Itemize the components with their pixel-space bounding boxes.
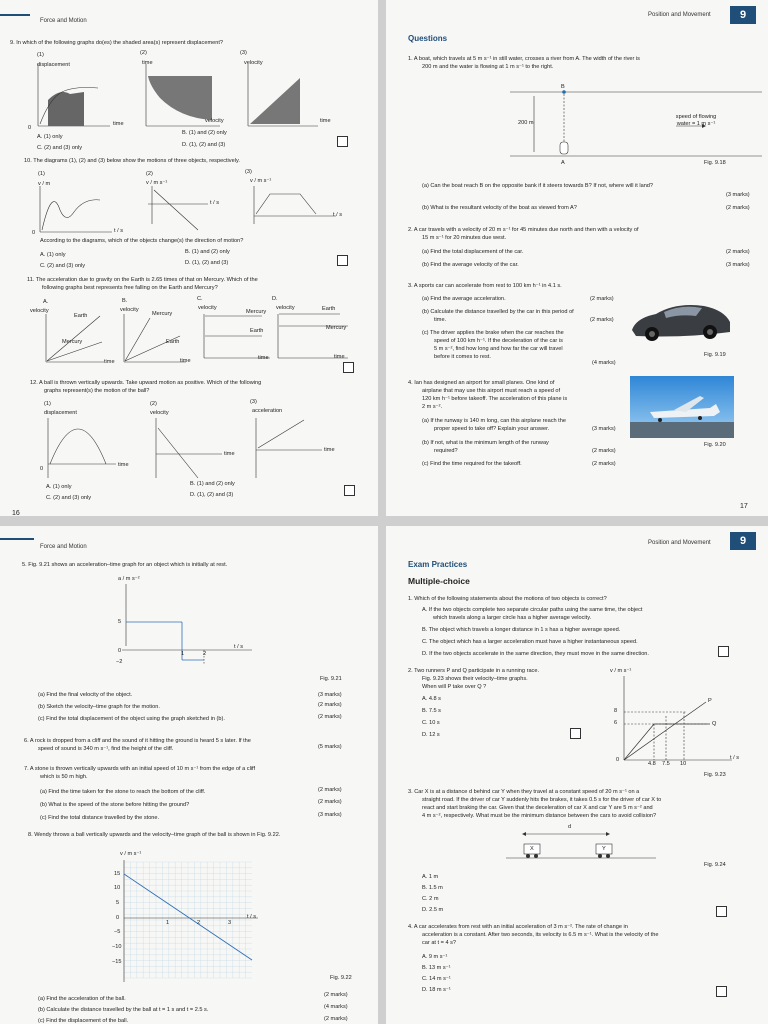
q8c-marks: (2 marks) xyxy=(324,1016,348,1022)
q1-option-b: B. The object which travels a longer distance in 1 s has a higher average speed. xyxy=(422,627,621,633)
q1-answer-box[interactable] xyxy=(718,646,729,657)
q12-option-b: B. (1) and (2) only xyxy=(190,481,235,487)
q2-option-b: B. 7.5 s xyxy=(422,708,441,714)
q3-option-c: C. 2 m xyxy=(422,896,439,902)
q11-graphs xyxy=(0,306,360,366)
q5-tick-1: 1 xyxy=(181,651,185,657)
q3c-2: speed of 100 km h⁻¹. If the deceleration of the car is xyxy=(434,338,563,344)
q2-graph-q: Q xyxy=(712,721,717,727)
q1-option-c: C. The object which has a larger acceleration must have a higher instantaneous speed. xyxy=(422,639,638,645)
q11-text-1: 11. The acceleration due to gravity on the Earth is 2.65 times of that on Mercury. Which of the xyxy=(27,277,258,283)
q9-graph-3 xyxy=(248,64,318,126)
q5-text: 5. Fig. 9.21 shows an acceleration–time graph for an object which is initially at rest. xyxy=(22,562,228,568)
q1-option-d: D. If the two objects accelerate in the same direction, they must move in the same direction. xyxy=(422,651,649,657)
q4-option-d: D. 18 m s⁻¹ xyxy=(422,987,451,993)
q1-option-a-2: which travels along a larger circle has a higher average velocity. xyxy=(433,615,592,621)
q4-text-1: 4. A car accelerates from rest with an initial acceleration of 3 m s⁻². The rate of change in xyxy=(408,924,628,930)
q11-a-mercury: Mercury xyxy=(62,339,83,345)
q2-graph-x1: 4.8 xyxy=(648,761,656,767)
river-diagram xyxy=(506,82,768,166)
q2-option-d: D. 12 s xyxy=(422,732,440,738)
q8-tick-15: 15 xyxy=(114,871,121,877)
q9-graph-1 xyxy=(38,64,110,126)
q11-d-mercury: Mercury xyxy=(326,325,347,331)
q2a: (a) Find the total displacement of the car. xyxy=(422,249,524,255)
q7a-marks: (2 marks) xyxy=(318,787,342,793)
q10-label-2: (2) xyxy=(146,171,153,177)
q2-option-c: C. 10 s xyxy=(422,720,440,726)
q3-car-y: Y xyxy=(602,846,606,852)
q11-d-earth: Earth xyxy=(322,306,336,312)
q2-graph-v8: 8 xyxy=(614,708,618,714)
q8-tick-0: 0 xyxy=(116,915,120,921)
q2a-marks: (2 marks) xyxy=(726,249,750,255)
q4-option-b: B. 13 m s⁻¹ xyxy=(422,965,451,971)
q2-graph-x3: 10 xyxy=(680,761,687,767)
q11-label-c: C. xyxy=(197,296,203,302)
q12-option-c: C. (2) and (3) only xyxy=(46,495,92,501)
q11-c-earth: Earth xyxy=(250,328,264,334)
q2-text-1: 2. A car travels with a velocity of 20 m s⁻¹ for 45 minutes due north and then with a velocity of xyxy=(408,227,639,233)
label-b: B xyxy=(561,84,565,90)
q5-tick-5: 5 xyxy=(118,619,122,625)
running-header: Position and Movement xyxy=(648,12,711,18)
page-16 xyxy=(0,0,378,516)
q7c: (c) Find the total distance travelled by the stone. xyxy=(40,815,160,821)
q12-text-2: graphs represent(s) the motion of the ball? xyxy=(44,388,150,394)
fig-9-18: Fig. 9.18 xyxy=(704,160,726,166)
page-17 xyxy=(386,0,768,516)
q2-graph-x: t / s xyxy=(730,755,740,761)
q10-option-d: D. (1), (2) and (3) xyxy=(185,260,229,266)
q1a: (a) Can the boat reach B on the opposite bank if it steers towards B? If not, where will it land? xyxy=(422,183,654,189)
chapter-badge: 9 xyxy=(730,532,756,550)
q3-answer-box[interactable] xyxy=(716,906,727,917)
q11-b-earth: Earth xyxy=(166,339,180,345)
q12-x3: time xyxy=(324,447,335,453)
q4a-marks: (3 marks) xyxy=(592,426,616,432)
q4b-1: (b) If not, what is the minimum length of the runway xyxy=(422,440,549,446)
q9-y3: velocity xyxy=(244,60,263,66)
q12-y1: displacement xyxy=(44,410,77,416)
q12-graphs xyxy=(0,414,360,484)
q11-b-mercury: Mercury xyxy=(152,311,173,317)
q4b-2: required? xyxy=(434,448,458,454)
q10-label-1: (1) xyxy=(38,171,45,177)
q4-text-2: acceleration is a constant. After two seconds, its velocity is 6.5 m s⁻¹. What is the velocity of the xyxy=(422,932,659,938)
q7-text-1: 7. A stone is thrown vertically upwards with an initial speed of 10 m s⁻¹ from the edge of a cliff xyxy=(24,766,256,772)
running-header: Force and Motion xyxy=(40,544,87,550)
q8b-marks: (4 marks) xyxy=(324,1004,348,1010)
q10-x3: t / s xyxy=(333,212,343,218)
q3b-marks: (2 marks) xyxy=(590,317,614,323)
q2-graph-origin: 0 xyxy=(616,757,620,763)
q9-option-b: B. (1) and (2) only xyxy=(182,130,227,136)
flow-speed: speed of flowing water = 1 m s⁻¹ xyxy=(675,114,717,127)
q2-text-2: 15 m s⁻¹ for 20 minutes due west. xyxy=(422,235,507,241)
q5c: (c) Find the total displacement of the object using the graph sketched in (b). xyxy=(38,716,225,722)
q2-option-a: A. 4.8 s xyxy=(422,696,441,702)
q11-x-b: time xyxy=(180,358,191,364)
fig-9-21: Fig. 9.21 xyxy=(320,676,342,682)
q12-x1: time xyxy=(118,462,129,468)
q2-text-3: When will P take over Q ? xyxy=(422,684,487,690)
q2b: (b) Find the average velocity of the car. xyxy=(422,262,519,268)
q3c-3: 5 m s⁻², find how long and how far the car will travel xyxy=(434,346,563,352)
q4-text-1: 4. Ian has designed an airport for small planes. One kind of xyxy=(408,380,555,386)
q8-tick-m10: −10 xyxy=(112,944,122,950)
q3-text-4: 4 m s⁻², respectively. What must be the minimum distance between the cars to avoid collision? xyxy=(422,813,657,819)
fig-9-23: Fig. 9.23 xyxy=(704,772,726,778)
q9-option-d: D. (1), (2) and (3) xyxy=(182,142,226,148)
q3b-2: time. xyxy=(434,317,447,323)
page-number: 16 xyxy=(12,510,20,516)
q5-tick-m2: −2 xyxy=(116,659,123,665)
q11-c-mercury: Mercury xyxy=(246,309,267,315)
q2-text-2: Fig. 9.23 shows their velocity–time graphs. xyxy=(422,676,528,682)
q2-graph-y: v / m s⁻¹ xyxy=(610,668,632,674)
q2-answer-box[interactable] xyxy=(570,728,581,739)
q5-tick-2: 2 xyxy=(203,651,207,657)
q8a: (a) Find the acceleration of the ball. xyxy=(38,996,126,1002)
q11-y-a: velocity xyxy=(30,308,49,314)
q10-y3: v / m s⁻¹ xyxy=(250,178,272,184)
q8-tick-m5: −5 xyxy=(114,929,121,935)
section-subtitle: Multiple-choice xyxy=(408,576,470,586)
q1a-marks: (3 marks) xyxy=(726,192,750,198)
q12-option-a: A. (1) only xyxy=(46,484,72,490)
q1-text-2: 200 m and the water is flowing at 1 m s⁻¹ to the right. xyxy=(422,64,554,70)
runners-vt-graph xyxy=(612,672,742,772)
q12-y3: acceleration xyxy=(252,408,283,414)
q4-option-c: C. 14 m s⁻¹ xyxy=(422,976,451,982)
q6-marks: (5 marks) xyxy=(318,744,342,750)
page-18 xyxy=(0,526,378,1024)
q8c: (c) Find the displacement of the ball. xyxy=(38,1018,129,1024)
q8-tick-x3: 3 xyxy=(228,920,232,926)
q5-tick-0: 0 xyxy=(118,648,122,654)
q9-graph-2 xyxy=(146,64,220,126)
fig-9-22: Fig. 9.22 xyxy=(330,975,352,981)
q12-label-3: (3) xyxy=(250,399,257,405)
q4-text-2: airplane that may use this airport must reach a speed of xyxy=(422,388,561,394)
q12-text-1: 12. A ball is thrown vertically upwards. Take upward motion as positive. Which of the following xyxy=(30,380,262,386)
q12-answer-box[interactable] xyxy=(344,485,355,496)
q5c-marks: (2 marks) xyxy=(318,714,342,720)
q4c: (c) Find the time required for the takeoff. xyxy=(422,461,522,467)
section-title: Exam Practices xyxy=(408,560,468,569)
q12-origin: 0 xyxy=(40,466,44,472)
q9-x3: time xyxy=(320,118,331,124)
q10-option-b: B. (1) and (2) only xyxy=(185,249,230,255)
q6-text-1: 6. A rock is dropped from a cliff and the sound of it hitting the ground is heard 5 s later. If the xyxy=(24,738,251,744)
q8-tick-x1: 1 xyxy=(166,920,170,926)
q3c-marks: (4 marks) xyxy=(592,360,616,366)
q11-text-2: following graphs best represents free falling on the Earth and Mercury? xyxy=(42,285,218,291)
q11-answer-box[interactable] xyxy=(343,362,354,373)
q4c-marks: (2 marks) xyxy=(592,461,616,467)
q1-option-a-1: A. If the two objects complete two separate circular paths using the same time, the object xyxy=(422,607,643,613)
q12-label-2: (2) xyxy=(150,401,157,407)
q12-option-d: D. (1), (2) and (3) xyxy=(190,492,234,498)
q12-label-1: (1) xyxy=(44,401,51,407)
q2-graph-x2: 7.5 xyxy=(662,761,670,767)
q2-graph-p: P xyxy=(708,698,712,704)
q9-y1: displacement xyxy=(37,62,70,68)
q11-x-d: time xyxy=(334,354,345,360)
q5b-marks: (2 marks) xyxy=(318,702,342,708)
q9-label-2: (2) xyxy=(140,50,147,56)
q7a: (a) Find the time taken for the stone to reach the bottom of the cliff. xyxy=(40,789,206,795)
page-number: 17 xyxy=(740,503,748,510)
q10-answer-box[interactable] xyxy=(337,255,348,266)
q9-graphs xyxy=(0,58,360,138)
q11-x-c: time xyxy=(258,355,269,361)
q9-x1: time xyxy=(113,121,124,127)
section-title: Questions xyxy=(408,34,448,43)
fig-9-24: Fig. 9.24 xyxy=(704,862,726,868)
q11-label-d: D. xyxy=(272,296,278,302)
q3-text: 3. A sports car can accelerate from rest to 100 km h⁻¹ in 4.1 s. xyxy=(408,283,562,289)
q10-x1: t / s xyxy=(114,228,124,234)
q7b: (b) What is the speed of the stone before hitting the ground? xyxy=(40,802,190,808)
q3-car-x: X xyxy=(530,846,534,852)
q11-label-b: B. xyxy=(122,298,128,304)
q3-option-b: B. 1.5 m xyxy=(422,885,443,891)
q10-x2: t / s xyxy=(210,200,220,206)
velocity-time-graph-grid xyxy=(112,856,262,986)
q11-y-d: velocity xyxy=(276,305,295,311)
sports-car-photo xyxy=(626,292,736,346)
q2-text-1: 2. Two runners P and Q participate in a running race. xyxy=(408,668,540,674)
q7-text-2: which is 50 m high. xyxy=(40,774,88,780)
q5-y: a / m s⁻² xyxy=(118,576,140,582)
q2b-marks: (3 marks) xyxy=(726,262,750,268)
q8-text: 8. Wendy throws a ball vertically upwards and the velocity–time graph of the ball is shown in Fig. 9.22. xyxy=(28,832,281,838)
q5a-marks: (3 marks) xyxy=(318,692,342,698)
q11-label-a: A. xyxy=(43,299,49,305)
q9-x2: velocity xyxy=(205,118,224,124)
q7c-marks: (3 marks) xyxy=(318,812,342,818)
q12-x2: time xyxy=(224,451,235,457)
q11-y-c: velocity xyxy=(198,305,217,311)
q3c-4: before it comes to rest. xyxy=(434,354,491,360)
q3a-marks: (2 marks) xyxy=(590,296,614,302)
q11-a-earth: Earth xyxy=(74,313,88,319)
q8-tick-m15: −15 xyxy=(112,959,122,965)
page-19 xyxy=(386,526,768,1024)
q9-y2: time xyxy=(142,60,153,66)
river-width: 200 m xyxy=(518,120,534,126)
q7b-marks: (2 marks) xyxy=(318,799,342,805)
q9-text: 9. In which of the following graphs do(es) the shaded area(s) represent displacement? xyxy=(10,40,223,46)
q9-option-a: A. (1) only xyxy=(37,134,63,140)
q10-graphs xyxy=(0,180,360,240)
label-a: A xyxy=(561,160,565,166)
q12-y2: velocity xyxy=(150,410,169,416)
q4-answer-box[interactable] xyxy=(716,986,727,997)
q1b-marks: (2 marks) xyxy=(726,205,750,211)
q10-origin: 0 xyxy=(32,230,36,236)
q9-option-c: C. (2) and (3) only xyxy=(37,145,83,151)
fig-9-19: Fig. 9.19 xyxy=(704,352,726,358)
q1-text: 1. Which of the following statements about the motions of two objects is correct? xyxy=(408,596,607,602)
q3-option-a: A. 1 m xyxy=(422,874,439,880)
q3c-1: (c) The driver applies the brake when the car reaches the xyxy=(422,330,564,336)
q10-label-3: (3) xyxy=(245,169,252,175)
q10-text: 10. The diagrams (1), (2) and (3) below show the motions of three objects, respectively. xyxy=(24,158,240,164)
running-header: Force and Motion xyxy=(40,18,87,24)
airplane-photo xyxy=(630,376,734,438)
q6-text-2: speed of sound is 340 m s⁻¹, find the height of the cliff. xyxy=(38,746,174,752)
q4a-2: proper speed to take off? Explain your answer. xyxy=(434,426,550,432)
q5a: (a) Find the final velocity of the object. xyxy=(38,692,133,698)
q8b: (b) Calculate the distance travelled by the ball at t = 1 s and t = 2.5 s. xyxy=(38,1007,209,1013)
q10-y1: v / m xyxy=(38,181,51,187)
q8a-marks: (2 marks) xyxy=(324,992,348,998)
q8-x: t / s xyxy=(247,914,257,920)
q11-y-b: velocity xyxy=(120,307,139,313)
q9-answer-box[interactable] xyxy=(337,136,348,147)
q3b-1: (b) Calculate the distance travelled by the car in this period of xyxy=(422,309,574,315)
q3-text-1: 3. Car X is at a distance d behind car Y when they travel at a constant speed of 20 m s⁻¹ on a xyxy=(408,789,640,795)
q3a: (a) Find the average acceleration. xyxy=(422,296,506,302)
q4-option-a: A. 9 m s⁻¹ xyxy=(422,954,448,960)
q10-follow: According to the diagrams, which of the objects change(s) the direction of motion? xyxy=(40,238,244,244)
q10-y2: v / m s⁻¹ xyxy=(146,180,168,186)
q8-y: v / m s⁻¹ xyxy=(120,851,142,857)
q9-label-1: (1) xyxy=(37,52,44,58)
chapter-badge: 9 xyxy=(730,6,756,24)
q3-d-label: d xyxy=(568,824,572,830)
q3-text-3: react and start braking the car. Given that the deceleration of car X and car Y are 5 m s⁻² and xyxy=(422,805,653,811)
q10-option-c: C. (2) and (3) only xyxy=(40,263,86,269)
q8-tick-5: 5 xyxy=(116,900,120,906)
q4-text-3: 120 km h⁻¹ before takeoff. The acceleration of this plane is xyxy=(422,396,568,402)
q5-x: t / s xyxy=(234,644,244,650)
running-header: Position and Movement xyxy=(648,540,711,546)
q11-x-a: time xyxy=(104,359,115,365)
q3-text-2: straight road. If the driver of car Y suddenly hits the brakes, it takes 0.5 s for the driver of car X to xyxy=(422,797,662,803)
q8-tick-10: 10 xyxy=(114,885,121,891)
q4-text-3: car at t = 4 s? xyxy=(422,940,457,946)
q4a-1: (a) If the runway is 140 m long, can this airplane reach the xyxy=(422,418,566,424)
q4-text-4: 2 m s⁻². xyxy=(422,404,443,410)
q1-text-1: 1. A boat, which travels at 5 m s⁻¹ in still water, crosses a river from A. The width of the river is xyxy=(408,56,640,62)
q4b-marks: (2 marks) xyxy=(592,448,616,454)
q8-tick-x2: 2 xyxy=(197,920,201,926)
q10-option-a: A. (1) only xyxy=(40,252,66,258)
header-stripe xyxy=(0,538,34,540)
q1b: (b) What is the resultant velocity of the boat as viewed from A? xyxy=(422,205,577,211)
header-stripe xyxy=(0,14,30,16)
fig-9-20: Fig. 9.20 xyxy=(704,442,726,448)
accel-time-graph xyxy=(112,580,262,650)
q9-origin: 0 xyxy=(28,125,32,131)
q2-graph-v6: 6 xyxy=(614,720,618,726)
q3-option-d: D. 2.5 m xyxy=(422,907,444,913)
q9-label-3: (3) xyxy=(240,50,247,56)
q5b: (b) Sketch the velocity–time graph for the motion. xyxy=(38,704,160,710)
